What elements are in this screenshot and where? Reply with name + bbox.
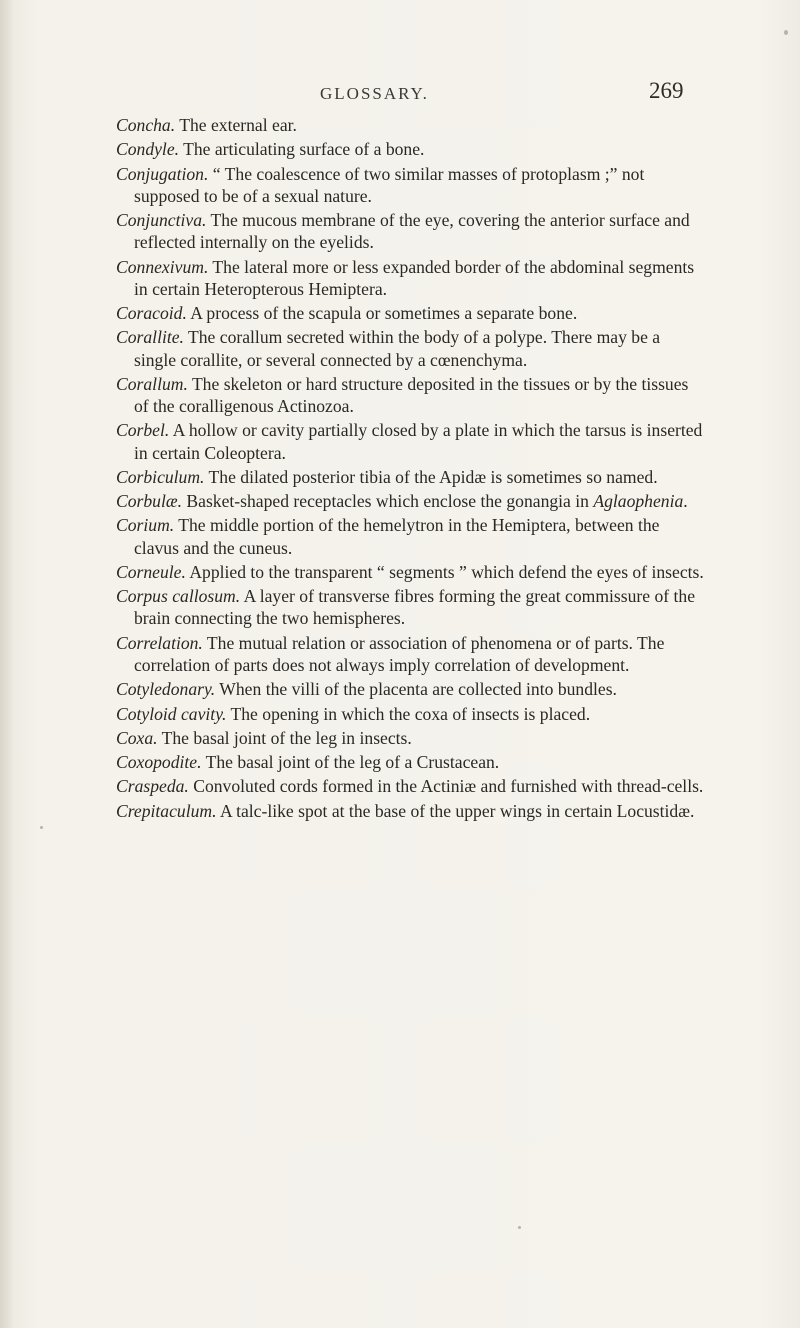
glossary-entry (116, 256, 706, 300)
glossary-entry (116, 138, 706, 160)
entry-definition: A layer of transverse fibres forming the great commissure of the brain connecting the two hemispheres. (134, 586, 696, 629)
entry-definition: The basal joint of the leg in insects. (157, 727, 412, 748)
glossary-entry (116, 419, 706, 463)
glossary-entries (116, 114, 706, 824)
entry-definition: The middle portion of the hemelytron in the Hemiptera, between the clavus and the cuneus. (134, 515, 660, 558)
glossary-entry (116, 775, 706, 797)
entry-term: Corbiculum. (116, 466, 205, 487)
entry-term: Crepitaculum. (116, 800, 217, 821)
glossary-entry (116, 561, 706, 583)
glossary-entry (116, 703, 706, 725)
glossary-entry (116, 373, 706, 417)
paper-speck (40, 826, 43, 829)
glossary-entry (116, 678, 706, 700)
glossary-entry (116, 585, 706, 629)
entry-term: Corneule. (116, 561, 186, 582)
entry-definition: The skeleton or hard structure deposited in the tissues or by the tissues of the coralligenous Actinozoa. (134, 373, 689, 417)
entry-definition: Convoluted cords formed in the Actiniæ and furnished with thread-cells. (188, 776, 704, 797)
entry-definition: A hollow or cavity partially closed by a plate in which the tarsus is inserted in certain Coleoptera. (134, 420, 703, 463)
entry-definition: The lateral more or less expanded border of the abdominal segments in certain Heteropterous Hemiptera. (134, 256, 695, 299)
entry-term: Connexivum. (116, 256, 209, 277)
glossary-entry (116, 326, 706, 370)
glossary-entry (116, 727, 706, 749)
glossary-entry (116, 514, 706, 558)
glossary-entry (116, 114, 706, 136)
glossary-entry (116, 302, 706, 324)
running-head: GLOSSARY. (320, 84, 429, 103)
entry-definition: The opening in which the coxa of insects is placed. (226, 703, 591, 724)
entry-definition: The corallum secreted within the body of a polype. There may be a single corallite, or several connected by a cœnenchyma. (134, 327, 661, 370)
entry-definition: When the villi of the placenta are collected into bundles. (215, 679, 617, 700)
entry-definition: The mutual relation or association of phenomena or of parts. The correlation of parts does not always imply correlation of development. (134, 632, 665, 675)
entry-definition: “ The coalescence of two similar masses of protoplasm ;” not supposed to be of a sexual nature. (134, 163, 645, 206)
glossary-entry (116, 163, 706, 207)
page-number: 269 (649, 78, 684, 103)
entry-term: Corallite. (116, 327, 184, 348)
entry-definition: Applied to the transparent “ segments ” which defend the eyes of insects. (185, 561, 704, 582)
entry-term: Craspeda. (116, 776, 189, 797)
entry-term: Conjugation. (116, 163, 209, 184)
entry-term: Coxa. (116, 727, 158, 748)
entry-italic-reference: Aglaophenia (593, 491, 684, 512)
entry-term: Corallum. (116, 373, 188, 394)
binding-shadow (0, 0, 14, 1328)
entry-term: Corium. (116, 515, 175, 536)
entry-term: Cotyloid cavity. (116, 703, 227, 724)
glossary-entry (116, 490, 706, 512)
entry-term: Concha. (116, 115, 176, 135)
paper-speck (518, 1226, 521, 1229)
entry-term: Correlation. (116, 632, 203, 653)
entry-definition: A process of the scapula or sometimes a separate bone. (186, 303, 578, 324)
entry-definition: The dilated posterior tibia of the Apidæ is sometimes so named. (204, 466, 658, 487)
entry-term: Cotyledonary. (116, 679, 216, 700)
entry-definition-end: . (683, 491, 688, 512)
entry-term: Corbulæ. (116, 491, 182, 512)
entry-term: Coracoid. (116, 303, 187, 324)
glossary-entry (116, 751, 706, 773)
entry-definition: The basal joint of the leg of a Crustacean. (201, 752, 500, 773)
glossary-entry (116, 466, 706, 488)
entry-definition: The mucous membrane of the eye, covering the anterior surface and reflected internally on the eyelids. (134, 210, 690, 253)
glossary-entry (116, 632, 706, 676)
glossary-entry (116, 209, 706, 253)
paper-speck (784, 30, 788, 35)
glossary-entry (116, 800, 706, 822)
entry-definition: A talc-like spot at the base of the upper wings in certain Locustidæ. (216, 800, 695, 821)
entry-definition: Basket-shaped receptacles which enclose the gonangia in (182, 491, 594, 512)
entry-term: Corpus callosum. (116, 586, 241, 607)
entry-term: Condyle. (116, 139, 180, 160)
entry-term: Coxopodite. (116, 752, 202, 773)
entry-definition: The articulating surface of a bone. (179, 139, 425, 160)
entry-term: Conjunctiva. (116, 210, 207, 231)
entry-definition: The external ear. (175, 115, 297, 135)
entry-term: Corbel. (116, 420, 170, 441)
